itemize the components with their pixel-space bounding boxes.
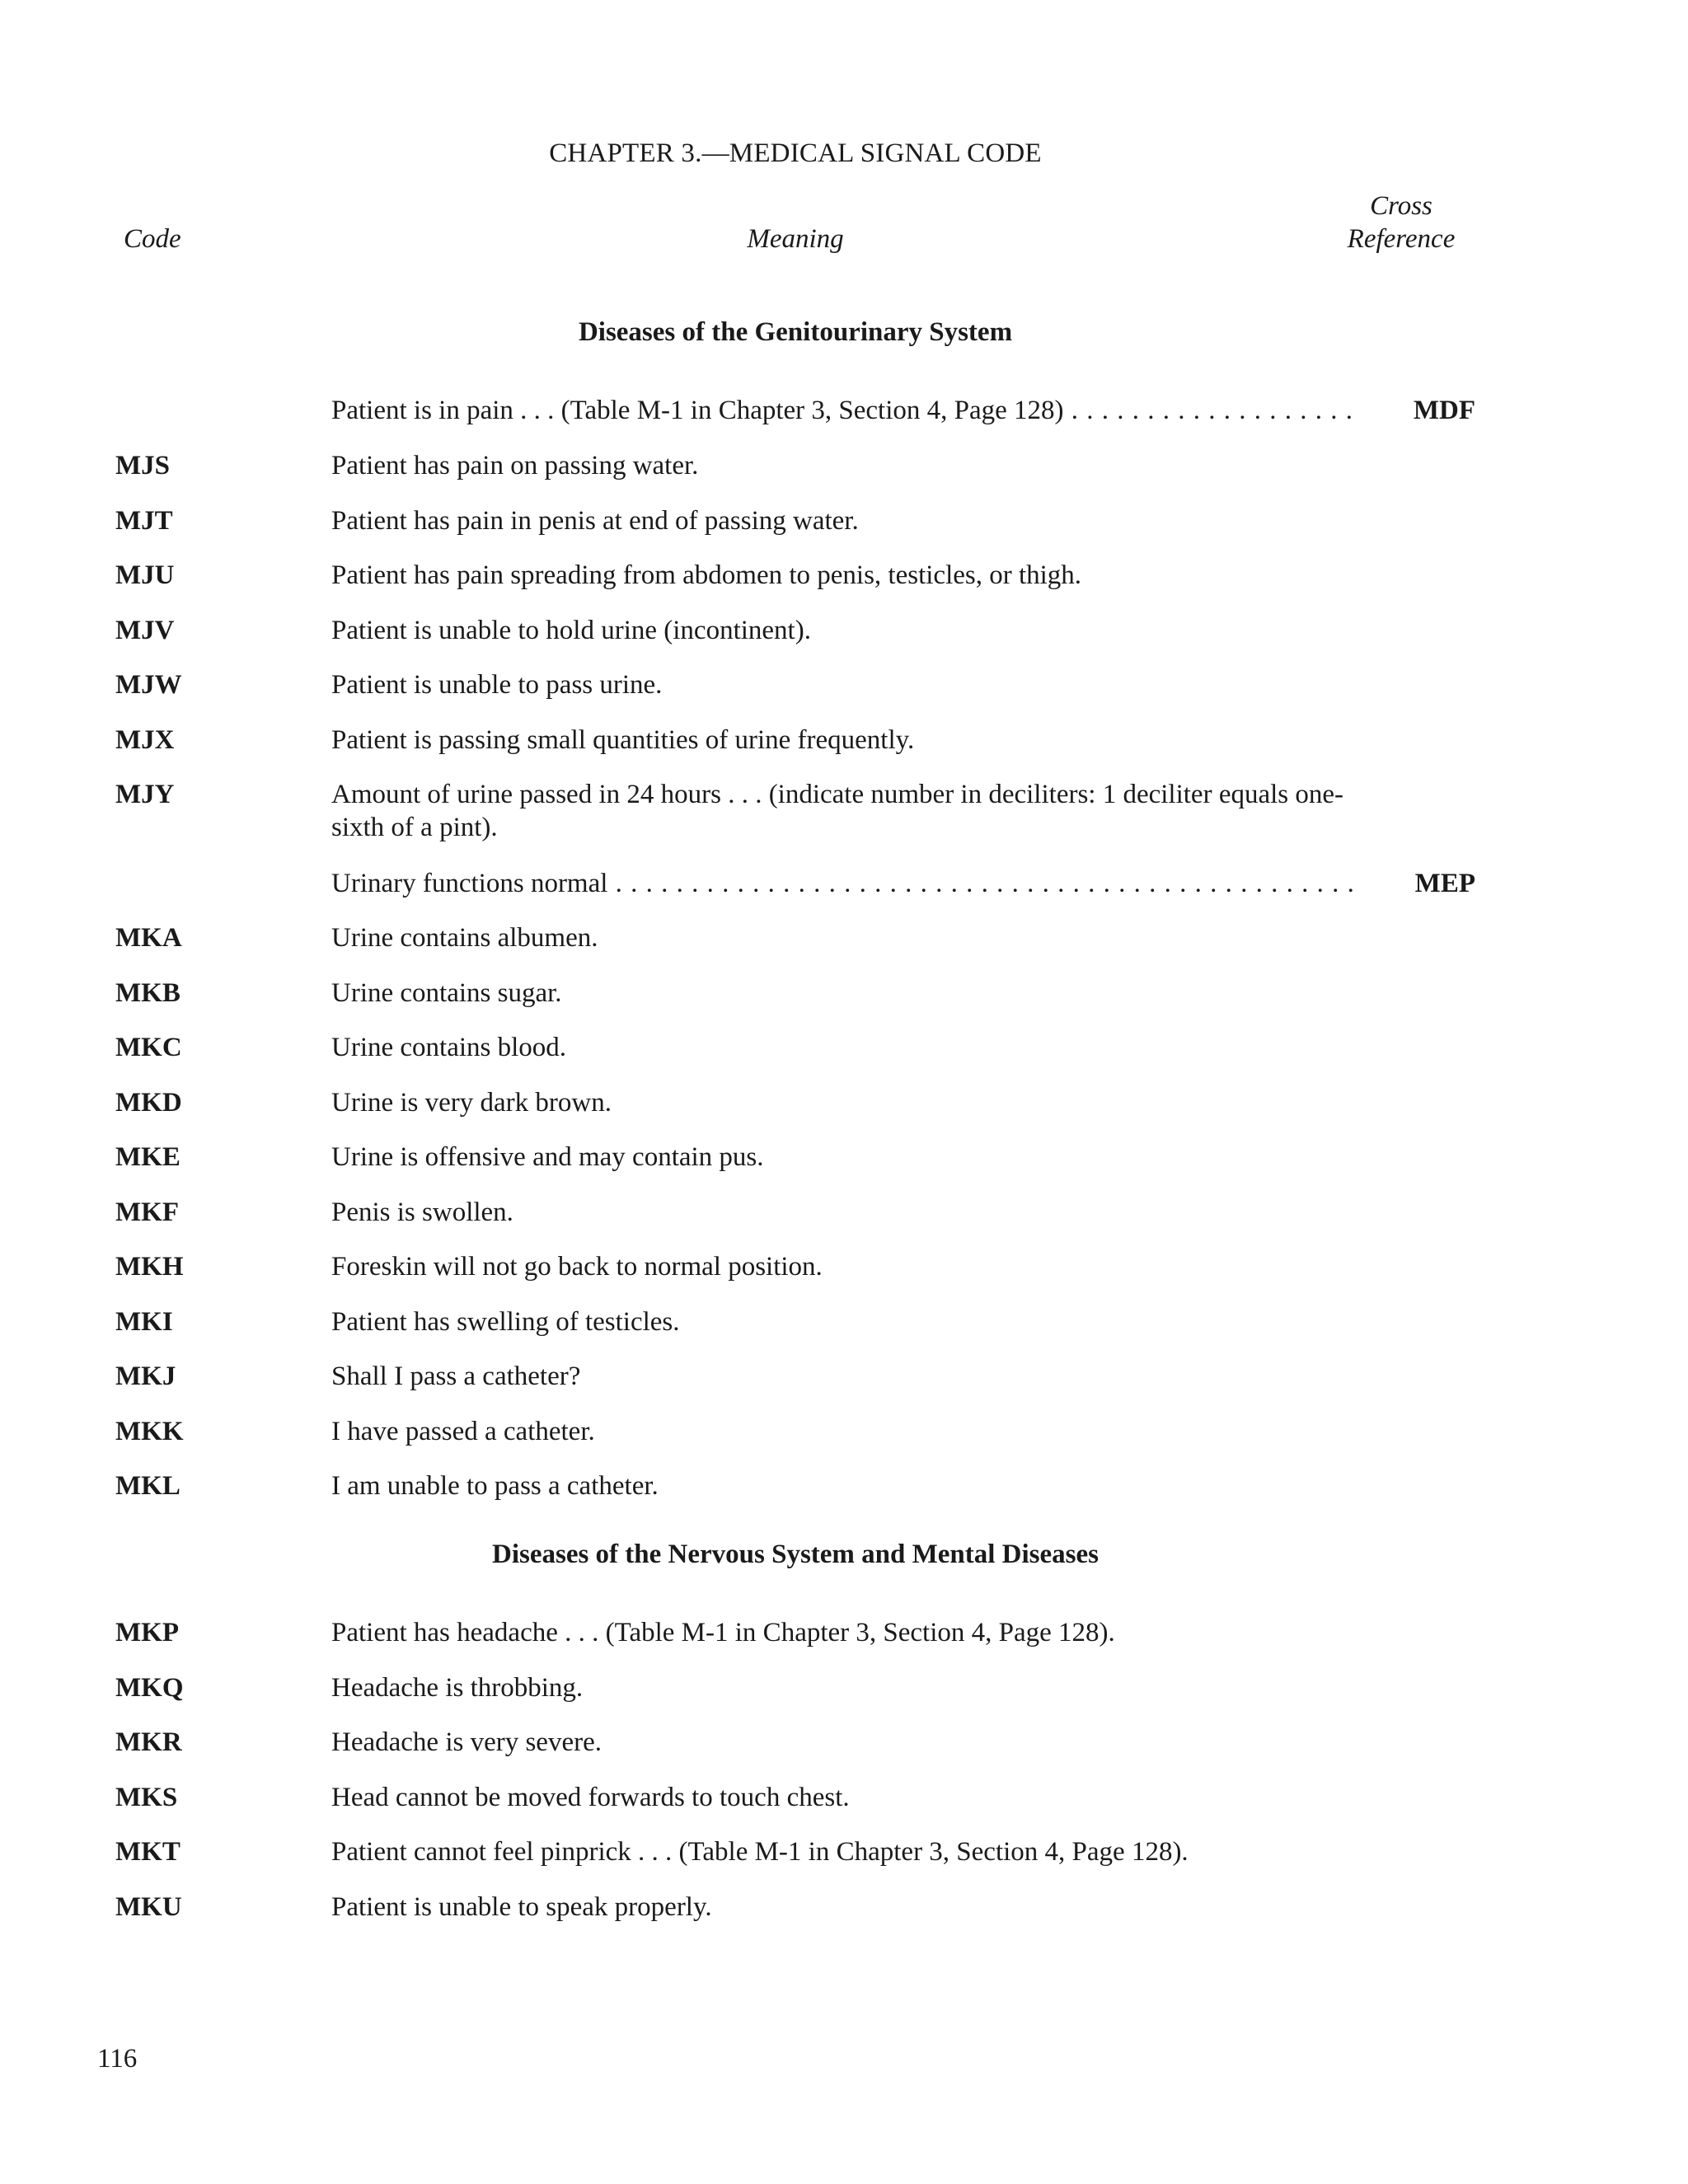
entry-meaning: Urine contains blood. bbox=[331, 1033, 567, 1062]
entry-code: MKC bbox=[115, 1033, 182, 1062]
entry-code: MKH bbox=[115, 1252, 184, 1282]
entry-code: MJW bbox=[115, 670, 182, 700]
entry-code: MKK bbox=[115, 1417, 184, 1446]
entry-code: MJY bbox=[115, 780, 175, 809]
entry-code: MJU bbox=[115, 560, 175, 590]
section-heading-genitourinary: Diseases of the Genitourinary System bbox=[578, 317, 1013, 347]
entry-code: MKR bbox=[115, 1727, 182, 1757]
entry-cross-reference: MDF bbox=[1413, 396, 1475, 425]
entry-meaning: Patient is passing small quantities of urine frequently. bbox=[331, 725, 915, 755]
page-number: 116 bbox=[97, 2044, 138, 2074]
entry-code: MKE bbox=[115, 1142, 181, 1172]
entry-code: MJV bbox=[115, 616, 175, 645]
entry-meaning: Penis is swollen. bbox=[331, 1197, 513, 1227]
column-header-cross-reference bbox=[1335, 190, 1467, 255]
entry-code: MKL bbox=[115, 1471, 181, 1501]
cross-reference-header-line2: Reference bbox=[1347, 224, 1456, 254]
entry-meaning: Urine is very dark brown. bbox=[331, 1088, 612, 1118]
entry-code: MKQ bbox=[115, 1673, 184, 1703]
entry-meaning: Head cannot be moved forwards to touch chest. bbox=[331, 1783, 850, 1812]
entry-code: MKJ bbox=[115, 1361, 176, 1391]
entry-meaning: Foreskin will not go back to normal position. bbox=[331, 1252, 823, 1282]
entry-meaning: Patient has pain spreading from abdomen to penis, testicles, or thigh. bbox=[331, 560, 1082, 590]
entry-meaning: Shall I pass a catheter? bbox=[331, 1361, 581, 1391]
entry-code: MKB bbox=[115, 978, 181, 1008]
entry-meaning: Patient has swelling of testicles. bbox=[331, 1307, 680, 1337]
entry-meaning: Patient is unable to pass urine. bbox=[331, 670, 663, 700]
entry-meaning: Patient is unable to speak properly. bbox=[331, 1892, 712, 1922]
entry-meaning: I have passed a catheter. bbox=[331, 1417, 595, 1446]
entry-meaning: I am unable to pass a catheter. bbox=[331, 1471, 659, 1501]
entry-code: MJT bbox=[115, 506, 173, 536]
cross-reference-header-line1: Cross bbox=[1370, 191, 1432, 221]
section-heading-nervous-system: Diseases of the Nervous System and Mental Diseases bbox=[491, 1540, 1100, 1569]
entry-meaning: Urine is offensive and may contain pus. bbox=[331, 1142, 764, 1172]
entry-code: MKF bbox=[115, 1197, 179, 1227]
entry-code: MKU bbox=[115, 1892, 182, 1922]
chapter-title: CHAPTER 3.—MEDICAL SIGNAL CODE bbox=[549, 138, 1042, 168]
column-header-meaning: Meaning bbox=[747, 224, 844, 254]
entry-meaning: Patient cannot feel pinprick . . . (Table M-1 in Chapter 3, Section 4, Page 128). bbox=[331, 1837, 1189, 1867]
entry-meaning: Urinary functions normal . . . bbox=[331, 867, 1353, 900]
entry-code: MJS bbox=[115, 451, 170, 480]
entry-code: MJX bbox=[115, 725, 175, 755]
entry-cross-reference: MEP bbox=[1414, 869, 1475, 898]
entry-meaning: Amount of urine passed in 24 hours . . . (indicate number in deciliters: 1 deciliter equals one-sixth of a pint). bbox=[331, 780, 1344, 842]
entry-code: MKD bbox=[115, 1088, 182, 1118]
entry-code: MKS bbox=[115, 1783, 178, 1812]
column-header-code: Code bbox=[124, 224, 181, 254]
entry-meaning: Patient has pain on passing water. bbox=[331, 451, 699, 480]
entry-meaning: Urine contains sugar. bbox=[331, 978, 562, 1008]
entry-meaning: Headache is throbbing. bbox=[331, 1673, 584, 1703]
entry-meaning: Patient has pain in penis at end of passing water. bbox=[331, 506, 859, 536]
entry-meaning: Urine contains albumen. bbox=[331, 923, 598, 953]
entry-meaning: Patient is in pain . . . (Table M-1 in Chapter 3, Section 4, Page 128) . . . bbox=[331, 394, 1353, 427]
entry-meaning: Patient has headache . . . (Table M-1 in Chapter 3, Section 4, Page 128). bbox=[331, 1618, 1115, 1647]
entry-code: MKI bbox=[115, 1307, 173, 1337]
entry-code: MKA bbox=[115, 923, 182, 953]
entry-code: MKP bbox=[115, 1618, 179, 1647]
entry-meaning: Patient is unable to hold urine (incontinent). bbox=[331, 616, 811, 645]
entry-code: MKT bbox=[115, 1837, 181, 1867]
entry-meaning: Headache is very severe. bbox=[331, 1727, 602, 1757]
